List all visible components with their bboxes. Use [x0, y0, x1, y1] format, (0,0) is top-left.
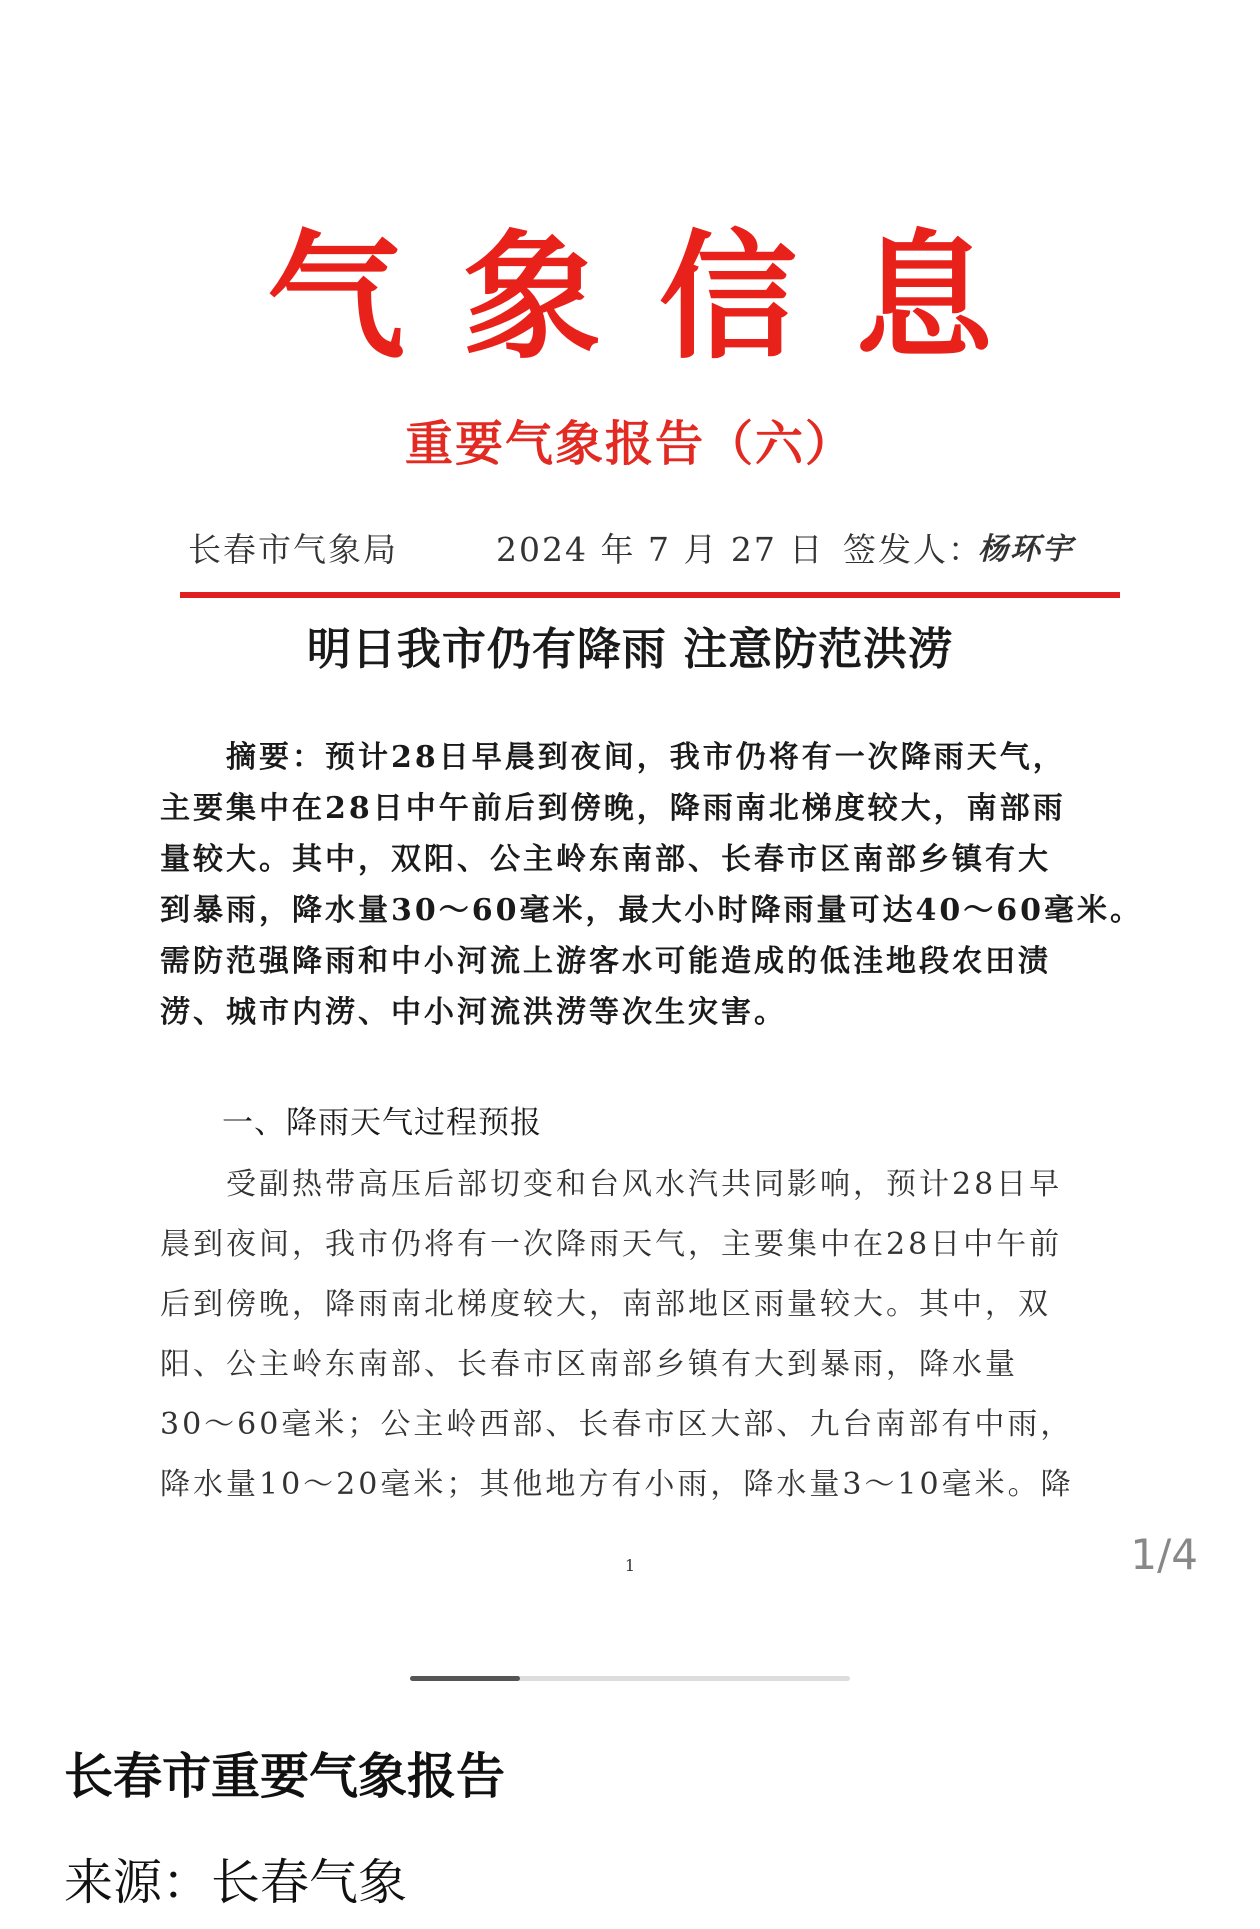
body-line: 受副热带高压后部切变和台风水汽共同影响，预计28日早: [160, 1167, 1063, 1202]
page-indicator: 1/4: [1130, 1530, 1198, 1579]
document-meta: [188, 525, 1088, 575]
issue-date: 2024 年 7 月 27 日: [496, 530, 825, 569]
body-line: 降水量10～20毫米；其他地方有小雨，降水量3～10毫米。降: [160, 1467, 1074, 1502]
document-headline: 明日我市仍有降雨 注意防范洪涝: [306, 624, 954, 675]
article-source: 来源：长春气象: [64, 1854, 408, 1911]
carousel-scrollbar[interactable]: [410, 1676, 850, 1681]
red-divider: [180, 592, 1120, 598]
summary-line: 需防范强降雨和中小河流上游客水可能造成的低洼地段农田渍: [160, 944, 1051, 979]
summary-line: 涝、城市内涝、中小河流洪涝等次生灾害。: [160, 995, 787, 1030]
summary-line: 主要集中在28日中午前后到傍晚，降雨南北梯度较大，南部雨: [160, 791, 1066, 826]
summary-line: 摘要：预计28日早晨到夜间，我市仍将有一次降雨天气，: [160, 740, 1066, 775]
body-line: 阳、公主岭东南部、长春市区南部乡镇有大到暴雨，降水量: [160, 1347, 1018, 1382]
signer-label: 签发人：: [843, 530, 983, 569]
body-line: 30～60毫米；公主岭西部、长春市区大部、九台南部有中雨，: [160, 1407, 1074, 1442]
report-title: 重要气象报告（六）: [404, 416, 855, 472]
masthead-title: 气象信息: [266, 215, 1051, 378]
summary-line: 到暴雨，降水量30～60毫米，最大小时降雨量可达40～60毫米。: [160, 893, 1143, 928]
page-number: 1: [624, 1556, 636, 1575]
section-heading: 一、降雨天气过程预报: [222, 1105, 542, 1141]
body-line: 后到傍晚，降雨南北梯度较大，南部地区雨量较大。其中，双: [160, 1287, 1051, 1322]
carousel-scroll-thumb[interactable]: [410, 1676, 520, 1681]
issuer: 长春市气象局: [188, 530, 398, 569]
signer-name: 杨环宇: [978, 532, 1074, 567]
summary-paragraph: [160, 732, 1143, 1038]
summary-line: 量较大。其中，双阳、公主岭东南部、长春市区南部乡镇有大: [160, 842, 1051, 877]
article-title: 长春市重要气象报告: [64, 1748, 506, 1805]
body-paragraph: [160, 1155, 1100, 1515]
body-line: 晨到夜间，我市仍将有一次降雨天气，主要集中在28日中午前: [160, 1227, 1063, 1262]
